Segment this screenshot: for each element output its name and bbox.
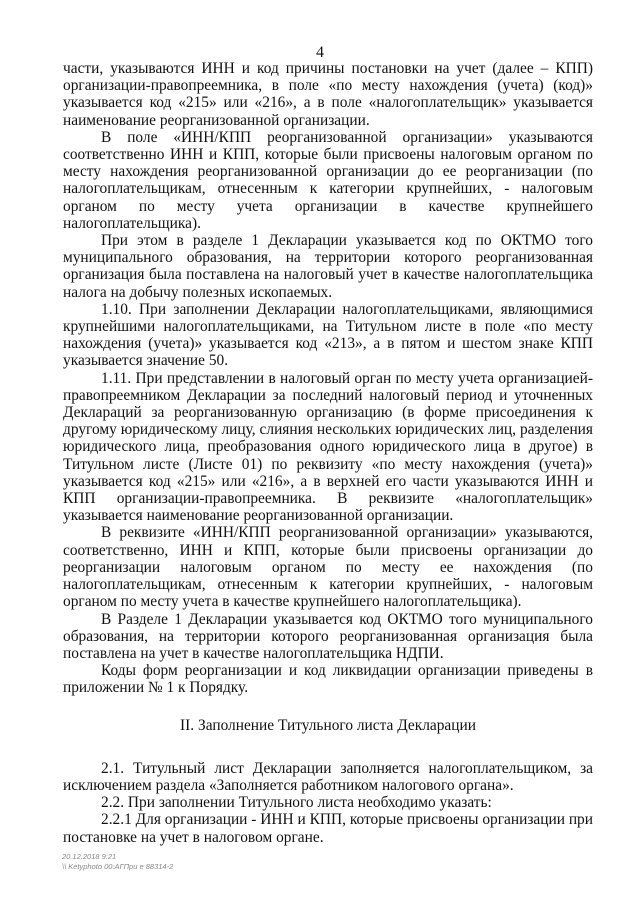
paragraph-requisite-inn-kpp: В реквизите «ИНН/КПП реорганизованной организации» указываются, соответственно, ИНН и КПП, которые были присвоены организации до реорганизации налоговым органом по месту ее нахождения (по налогоплательщикам, отнесенным к категории крупнейших, - налоговым органом по месту учета в качестве крупнейшего налогоплательщика). <box>63 524 593 611</box>
document-body <box>63 60 593 846</box>
paragraph-2-1: 2.1. Титульный лист Декларации заполняется налогоплательщиком, за исключением раздела «Заполняется работником налогового органа». <box>63 759 593 794</box>
paragraph-reorganization-codes: Коды форм реорганизации и код ликвидации организации приведены в приложении № 1 к Порядку. <box>63 662 593 697</box>
footer-stamp <box>62 852 173 872</box>
footer-file-path: \\ Ketyphoto 00:АГПри е 88314-2 <box>62 862 174 871</box>
paragraph-2-2-1: 2.2.1 Для организации - ИНН и КПП, которые присвоены организации при постановке на учет в налоговом органе. <box>63 811 593 846</box>
paragraph-1-11: 1.11. При представлении в налоговый орган по месту учета организацией-правопреемником Декларации за последний налоговый период и уточненных Деклараций за реорганизованную организацию (в форме присоединения к другому юридическому лицу, слияния нескольких юридических лиц, разделения юридического лица, преобразования одного юридического лица в другое) в Титульном листе (Листе 01) по реквизиту «по месту нахождения (учета)» указывается код «215» или «216», а в верхней его части указываются ИНН и КПП организации-правопреемника. В реквизите «налогоплательщик» указывается наименование реорганизованной организации. <box>63 369 593 525</box>
paragraph-2-2: 2.2. При заполнении Титульного листа необходимо указать: <box>101 794 492 812</box>
paragraph-section1-oktmo: В Разделе 1 Декларации указывается код ОКТМО того муниципального образования, на территории которого реорганизованная организация была поставлена на учет в качестве налогоплательщика НДПИ. <box>63 610 593 662</box>
paragraph-inn-kpp-field: В поле «ИНН/КПП реорганизованной организации» указываются соответственно ИНН и КПП, которые были присвоены налоговым органом по месту нахождения реорганизованной организации до ее реорганизации (по налогоплательщикам, отнесенным к категории крупнейших, - налоговым органом по месту учета организации в качестве крупнейшего налогоплательщика). <box>63 128 593 232</box>
paragraph-oktmo-code: При этом в разделе 1 Декларации указывается код по ОКТМО того муниципального образования, на территории которого реорганизованная организация была поставлена на налоговый учет в качестве налогоплательщика налога на добычу полезных ископаемых. <box>63 232 593 301</box>
section-heading: II. Заполнение Титульного листа Декларации <box>180 716 476 734</box>
paragraph-continuation: части, указываются ИНН и код причины постановки на учет (далее – КПП) организации-правопреемника, в поле «по месту нахождения (учета) (код)» указывается код «215» или «216», а в поле «налогоплательщик» указывается наименование реорганизованной организации. <box>63 60 593 129</box>
page-number: 4 <box>316 44 324 61</box>
paragraph-1-10: 1.10. При заполнении Декларации налогоплательщиками, являющимися крупнейшими налогоплательщиками, на Титульном листе в поле «по месту нахождения (учета)» указывается код «213», а в пятом и шестом знаке КПП указывается значение 50. <box>63 300 593 370</box>
footer-date: 20.12.2018 9:21 <box>62 852 117 861</box>
